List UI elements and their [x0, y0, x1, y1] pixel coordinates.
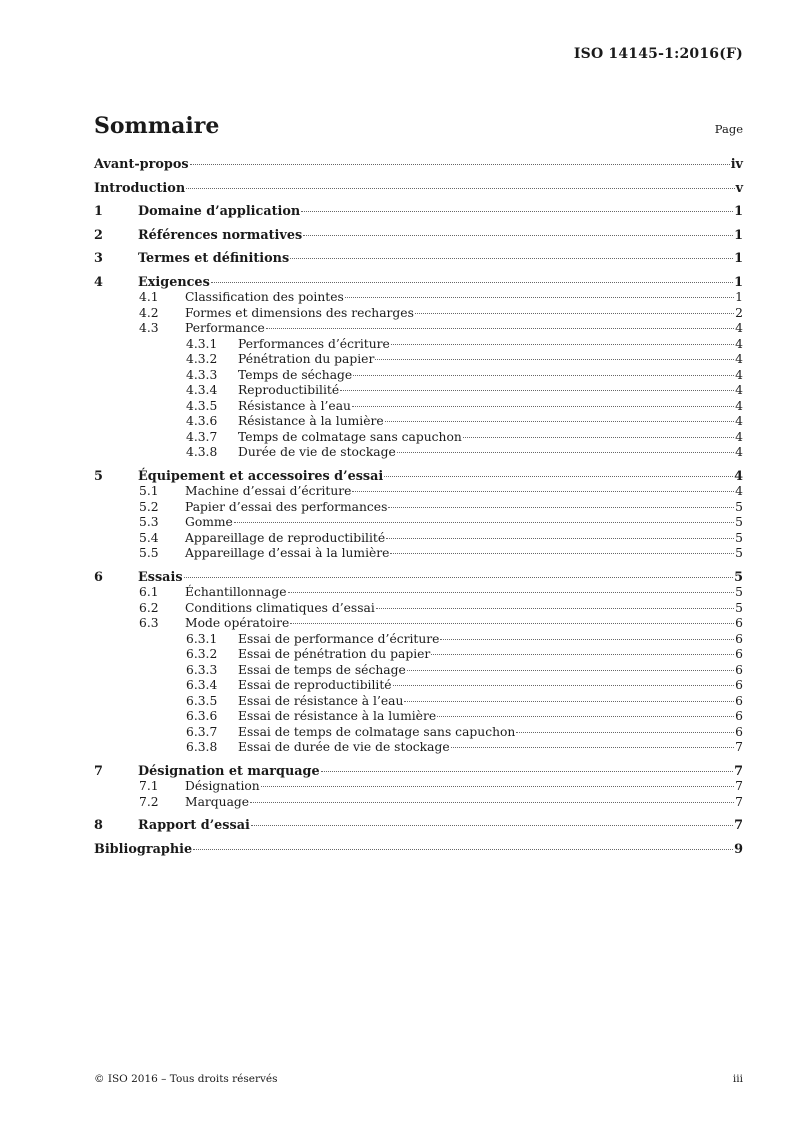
toc-group-gap [94, 562, 743, 570]
toc-entry-page: 4 [735, 429, 743, 444]
toc-entry[interactable] [94, 764, 743, 780]
toc-entry-title: Essai de résistance à la lumière [238, 709, 437, 723]
toc-entry-page: v [735, 180, 743, 196]
toc-entry-number: 6.2 [139, 600, 159, 615]
toc-entry-title: Résistance à l’eau [238, 398, 351, 413]
toc-dot-leader [190, 164, 730, 165]
toc-entry-title: Essai de performance d’écriture [238, 631, 440, 646]
toc-entry-number: 5.1 [139, 484, 159, 498]
toc-entry[interactable] [94, 352, 743, 368]
toc-entry[interactable] [94, 275, 743, 291]
toc-group-gap [94, 461, 743, 469]
toc-entry[interactable] [94, 445, 743, 461]
toc-entry[interactable] [94, 399, 743, 415]
toc-entry-number: 6 [94, 569, 103, 585]
page-column-label: Page [714, 122, 743, 136]
toc-entry-page: 2 [735, 305, 743, 320]
toc-entry[interactable] [94, 414, 743, 430]
toc-entry-page: 5 [734, 569, 743, 585]
toc-dot-leader [290, 623, 734, 624]
toc-entry-page: 4 [735, 352, 743, 366]
toc-entry[interactable] [94, 181, 743, 197]
toc-group-gap [94, 267, 743, 275]
toc-entry-number: 6.3.8 [186, 740, 218, 754]
toc-entry-title: Équipement et accessoires d’essai [138, 468, 384, 484]
toc-entry-title: Domaine d’application [138, 204, 301, 219]
toc-group-gap [94, 196, 743, 204]
toc-entry-title: Formes et dimensions des recharges [185, 305, 414, 320]
toc-dot-leader [193, 849, 733, 850]
toc-dot-leader [415, 313, 734, 314]
toc-entry[interactable] [94, 500, 743, 516]
toc-dot-leader [266, 328, 734, 329]
toc-entry-page: 4 [734, 468, 743, 484]
toc-entry-page: 5 [735, 585, 743, 599]
toc-entry-page: 4 [735, 484, 743, 498]
toc-entry-title: Reproductibilité [238, 383, 340, 397]
toc-entry-page: 1 [734, 251, 743, 266]
toc-entry-number: 8 [94, 818, 103, 833]
toc-entry[interactable] [94, 368, 743, 384]
toc-entry-number: 6.3.5 [186, 693, 218, 708]
toc-entry[interactable] [94, 818, 743, 834]
toc-entry-number: 2 [94, 227, 103, 243]
toc-entry[interactable] [94, 632, 743, 648]
toc-entry-page: iv [730, 157, 743, 172]
toc-entry[interactable] [94, 585, 743, 601]
toc-dot-leader [451, 747, 735, 748]
toc-entry-number: 4.3.1 [186, 336, 218, 351]
toc-dot-leader [321, 771, 733, 772]
toc-entry-page: 5 [735, 499, 743, 514]
toc-entry-number: 3 [94, 251, 103, 266]
toc-entry[interactable] [94, 795, 743, 811]
toc-entry-title: Désignation et marquage [138, 763, 320, 779]
toc-dot-leader [211, 282, 733, 283]
toc-dot-leader [251, 825, 733, 826]
toc-group-gap [94, 834, 743, 842]
toc-entry-number: 4.3.2 [186, 352, 218, 366]
toc-entry-page: 6 [735, 662, 743, 677]
toc-entry-title: Références normatives [138, 227, 303, 243]
toc-entry-title: Appareillage de reproductibilité [185, 530, 386, 545]
toc-dot-leader [440, 639, 734, 640]
toc-entry-number: 4.3.6 [186, 414, 218, 428]
toc-entry-page: 6 [735, 616, 743, 630]
toc-entry-title: Appareillage d’essai à la lumière [185, 546, 390, 560]
toc-entry-title: Bibliographie [94, 841, 193, 857]
toc-entry[interactable] [94, 484, 743, 500]
toc-entry-page: 4 [735, 367, 743, 382]
toc-dot-leader [340, 390, 734, 391]
toc-entry[interactable] [94, 779, 743, 795]
toc-entry-title: Exigences [138, 274, 210, 290]
toc-entry-page: 6 [735, 709, 743, 723]
toc-group-gap [94, 243, 743, 251]
toc-dot-leader [290, 258, 733, 259]
toc-entry[interactable] [94, 570, 743, 586]
toc-entry-title: Désignation [185, 779, 260, 793]
toc-dot-leader [516, 732, 734, 733]
toc-entry-title: Essai de résistance à l’eau [238, 693, 404, 708]
toc-entry[interactable] [94, 383, 743, 399]
toc-entry[interactable] [94, 290, 743, 306]
toc-entry-page: 6 [735, 647, 743, 661]
toc-entry[interactable] [94, 321, 743, 337]
document-code: ISO 14145-1:2016(F) [573, 46, 743, 62]
toc-entry-title: Temps de colmatage sans capuchon [238, 429, 462, 444]
toc-entry[interactable] [94, 740, 743, 756]
toc-entry-number: 6.3.7 [186, 724, 218, 739]
toc-entry-number: 5 [94, 468, 103, 484]
copyright-notice: © ISO 2016 – Tous droits réservés [94, 1073, 278, 1085]
toc-dot-leader [301, 211, 733, 212]
toc-dot-leader [288, 592, 735, 593]
toc-entry-title: Résistance à la lumière [238, 414, 384, 428]
toc-entry-page: 5 [735, 546, 743, 560]
toc-entry-number: 4.3 [139, 321, 159, 335]
toc-entry-title: Pénétration du papier [238, 352, 375, 366]
toc-entry-title: Rapport d’essai [138, 818, 250, 833]
toc-entry-number: 1 [94, 204, 103, 219]
toc-dot-leader [384, 476, 733, 477]
page-footer [94, 1073, 743, 1085]
toc-entry-page: 6 [735, 678, 743, 692]
toc-entry-number: 4.1 [139, 290, 159, 304]
toc-entry-page: 1 [734, 227, 743, 243]
toc-group-gap [94, 756, 743, 764]
toc-dot-leader [393, 685, 735, 686]
toc-entry[interactable] [94, 204, 743, 220]
toc-dot-leader [463, 437, 734, 438]
toc-entry[interactable] [94, 469, 743, 485]
toc-entry[interactable] [94, 531, 743, 547]
toc-group-gap [94, 810, 743, 818]
toc-entry-page: 4 [735, 445, 743, 459]
toc-entry-page: 1 [735, 290, 743, 304]
toc-entry-number: 4.3.3 [186, 367, 218, 382]
toc-entry[interactable] [94, 616, 743, 632]
toc-entry-number: 7 [94, 763, 103, 779]
toc-header [94, 113, 743, 139]
toc-entry-page: 4 [735, 414, 743, 428]
footer-page-number: iii [732, 1073, 743, 1085]
toc-entry-number: 5.4 [139, 530, 159, 545]
toc-entry-title: Classification des pointes [185, 290, 344, 304]
toc-entry-page: 7 [735, 779, 743, 793]
toc-entry-title: Durée de vie de stockage [238, 445, 396, 459]
toc-dot-leader [404, 701, 734, 702]
toc-title: Sommaire [94, 113, 220, 139]
toc-entry-number: 5.5 [139, 546, 159, 560]
toc-entry[interactable] [94, 709, 743, 725]
toc-entry-title: Papier d’essai des performances [185, 499, 388, 514]
toc-entry-title: Marquage [185, 794, 250, 809]
toc-entry-page: 4 [735, 398, 743, 413]
toc-entry-title: Conditions climatiques d’essai [185, 600, 375, 615]
toc-entry-number: 4.2 [139, 305, 159, 320]
toc-entry[interactable] [94, 306, 743, 322]
toc-entry-title: Essai de temps de colmatage sans capuchon [238, 724, 516, 739]
toc-entry-number: 6.1 [139, 585, 159, 599]
toc-dot-leader [352, 406, 734, 407]
toc-entry-page: 7 [734, 763, 743, 779]
toc-entry-title: Gomme [185, 515, 233, 529]
toc-entry-page: 7 [734, 818, 743, 833]
toc-entry-title: Avant-propos [94, 157, 189, 172]
toc-entry[interactable] [94, 515, 743, 531]
toc-dot-leader [261, 786, 734, 787]
toc-entry-title: Machine d’essai d’écriture [185, 484, 352, 498]
toc-dot-leader [431, 654, 734, 655]
toc-entry-title: Mode opératoire [185, 616, 290, 630]
toc-entry[interactable] [94, 647, 743, 663]
toc-dot-leader [250, 802, 734, 803]
toc-entry[interactable] [94, 694, 743, 710]
toc-entry[interactable] [94, 678, 743, 694]
toc-entry-page: 4 [735, 321, 743, 335]
toc-entry-page: 6 [735, 631, 743, 646]
toc-entry-number: 7.2 [139, 794, 159, 809]
toc-group-gap [94, 220, 743, 228]
toc-dot-leader [397, 452, 734, 453]
toc-entry-title: Performances d’écriture [238, 336, 390, 351]
toc-entry-number: 7.1 [139, 779, 159, 793]
toc-dot-leader [391, 344, 734, 345]
toc-entry-page: 7 [735, 740, 743, 754]
toc-entry-page: 7 [735, 794, 743, 809]
toc-dot-leader [386, 538, 734, 539]
toc-entry-title: Essai de reproductibilité [238, 678, 392, 692]
toc-entry-title: Essai de pénétration du papier [238, 647, 431, 661]
toc-entry[interactable] [94, 251, 743, 267]
toc-entry-title: Performance [185, 321, 265, 335]
toc-entry-page: 9 [734, 841, 743, 857]
toc-entry[interactable] [94, 157, 743, 173]
toc-dot-leader [385, 421, 735, 422]
toc-entry-title: Introduction [94, 180, 186, 196]
toc-entry[interactable] [94, 430, 743, 446]
toc-entry-number: 5.2 [139, 499, 159, 514]
toc-dot-leader [407, 670, 734, 671]
toc-entry-title: Temps de séchage [238, 367, 353, 382]
toc-entry[interactable] [94, 725, 743, 741]
toc-entry-title: Essai de durée de vie de stockage [238, 740, 450, 754]
toc-dot-leader [186, 188, 734, 189]
toc-entry-title: Essais [138, 569, 183, 585]
toc-dot-leader [234, 522, 734, 523]
toc-entry-number: 4.3.4 [186, 383, 218, 397]
table-of-contents [94, 157, 743, 857]
toc-entry[interactable] [94, 842, 743, 858]
toc-group-gap [94, 173, 743, 181]
toc-entry-title: Essai de temps de séchage [238, 662, 406, 677]
toc-entry-page: 5 [735, 600, 743, 615]
toc-entry-number: 4.3.8 [186, 445, 218, 459]
toc-dot-leader [376, 608, 734, 609]
toc-entry[interactable] [94, 337, 743, 353]
toc-entry-number: 4.3.7 [186, 429, 218, 444]
toc-dot-leader [375, 359, 734, 360]
toc-dot-leader [353, 375, 734, 376]
toc-entry-page: 1 [734, 274, 743, 290]
toc-entry-number: 6.3.3 [186, 662, 218, 677]
toc-dot-leader [388, 507, 734, 508]
toc-entry[interactable] [94, 663, 743, 679]
toc-dot-leader [437, 716, 734, 717]
toc-entry[interactable] [94, 228, 743, 244]
toc-entry-number: 4 [94, 274, 103, 290]
toc-entry-number: 6.3.1 [186, 631, 218, 646]
toc-dot-leader [345, 297, 734, 298]
toc-entry-number: 4.3.5 [186, 398, 218, 413]
toc-entry-title: Échantillonnage [185, 585, 287, 599]
toc-entry-number: 6.3 [139, 616, 159, 630]
toc-entry-page: 5 [735, 515, 743, 529]
toc-entry-page: 5 [735, 530, 743, 545]
toc-entry-page: 1 [734, 204, 743, 219]
toc-entry[interactable] [94, 546, 743, 562]
toc-entry[interactable] [94, 601, 743, 617]
toc-entry-number: 5.3 [139, 515, 159, 529]
toc-dot-leader [390, 553, 734, 554]
toc-entry-number: 6.3.2 [186, 647, 218, 661]
toc-entry-page: 4 [735, 336, 743, 351]
toc-dot-leader [303, 235, 733, 236]
toc-entry-page: 6 [735, 693, 743, 708]
toc-entry-title: Termes et définitions [138, 251, 290, 266]
toc-entry-number: 6.3.6 [186, 709, 218, 723]
toc-entry-page: 6 [735, 724, 743, 739]
toc-entry-number: 6.3.4 [186, 678, 218, 692]
toc-dot-leader [184, 577, 734, 578]
toc-dot-leader [352, 491, 734, 492]
toc-entry-page: 4 [735, 383, 743, 397]
